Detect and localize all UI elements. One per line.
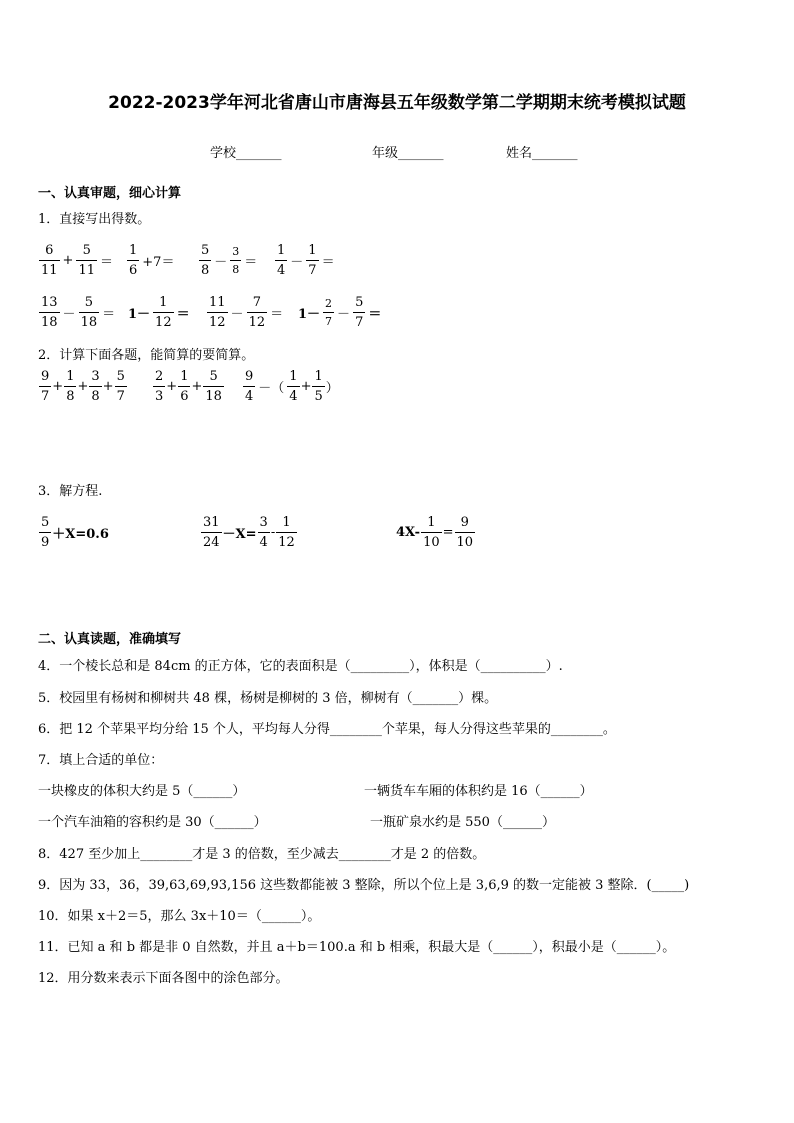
denominator: 9 bbox=[39, 532, 51, 549]
denominator: 6 bbox=[178, 386, 190, 403]
question-7b: 一辆货车车厢的体积约是 16（______） bbox=[364, 784, 593, 799]
question-4: 4．一个棱长总和是 84cm 的正方体，它的表面积是（_________），体积是（__________）. bbox=[38, 659, 563, 674]
numerator: 3 bbox=[91, 369, 100, 384]
numerator: 1 bbox=[129, 243, 138, 258]
denominator: 12 bbox=[153, 312, 174, 329]
numerator: 1 bbox=[180, 369, 189, 384]
operator: － bbox=[214, 255, 228, 270]
operand: 1－ bbox=[298, 307, 321, 322]
q2-expr3 bbox=[242, 370, 339, 403]
question-12: 12．用分数来表示下面各图中的涂色部分。 bbox=[38, 971, 289, 986]
numerator: 9 bbox=[245, 369, 254, 384]
numerator: 1 bbox=[277, 243, 286, 258]
denominator: 18 bbox=[39, 312, 60, 329]
operator: - bbox=[270, 525, 276, 540]
denominator: 11 bbox=[39, 260, 60, 277]
equals: = bbox=[442, 525, 454, 540]
numerator: 5 bbox=[355, 295, 364, 310]
denominator: 11 bbox=[76, 260, 97, 277]
q2-expr2 bbox=[152, 370, 225, 403]
numerator: 5 bbox=[209, 369, 218, 384]
operator: + bbox=[77, 379, 89, 394]
operator: +7＝ bbox=[142, 255, 175, 270]
numerator: 7 bbox=[252, 295, 261, 310]
numerator: 9 bbox=[41, 369, 50, 384]
denominator: 8 bbox=[230, 260, 241, 275]
section-1-heading: 一、认真审题，细心计算 bbox=[38, 186, 182, 201]
equals: ＝ bbox=[244, 255, 258, 270]
q3-equation-2 bbox=[200, 516, 298, 549]
operator: + bbox=[102, 379, 114, 394]
operator: + bbox=[166, 379, 178, 394]
numerator: 11 bbox=[209, 295, 226, 310]
denominator: 6 bbox=[127, 260, 139, 277]
denominator: 7 bbox=[306, 260, 318, 277]
equation-mid: －X= bbox=[222, 527, 257, 542]
denominator: 24 bbox=[201, 532, 222, 549]
numerator: 9 bbox=[460, 515, 469, 530]
operator: + bbox=[62, 253, 74, 268]
denominator: 12 bbox=[276, 532, 297, 549]
operator: － bbox=[290, 255, 304, 270]
denominator: 7 bbox=[323, 312, 334, 327]
numerator: 1 bbox=[289, 369, 298, 384]
question-10: 10．如果 x＋2＝5，那么 3x＋10＝（______）。 bbox=[38, 909, 321, 924]
equals: ＝ bbox=[102, 307, 116, 322]
equals: ＝ bbox=[176, 307, 190, 322]
operator: －（ bbox=[258, 381, 285, 396]
operator: － bbox=[337, 307, 351, 322]
equals: ＝ bbox=[368, 307, 382, 322]
question-7a: 一块橡皮的体积大约是 5（______） bbox=[38, 784, 246, 799]
operator: + bbox=[52, 379, 64, 394]
equation-rest: ＋X=0.6 bbox=[52, 527, 109, 542]
question-2: 2．计算下面各题，能简算的要简算。 bbox=[38, 348, 255, 363]
q1-row1-expr2 bbox=[126, 244, 176, 277]
numerator: 5 bbox=[41, 515, 50, 530]
q3-equation-3 bbox=[396, 516, 476, 549]
q2-expr1 bbox=[38, 370, 128, 403]
operator: + bbox=[191, 379, 203, 394]
numerator: 1 bbox=[427, 515, 436, 530]
denominator: 8 bbox=[199, 260, 211, 277]
numerator: 3 bbox=[232, 245, 240, 258]
q1-row2-expr2 bbox=[126, 296, 192, 329]
numerator: 5 bbox=[82, 243, 91, 258]
denominator: 8 bbox=[89, 386, 101, 403]
school-field: 学校_______ bbox=[210, 146, 282, 161]
denominator: 12 bbox=[247, 312, 268, 329]
equals: ＝ bbox=[270, 307, 284, 322]
question-7: 7．填上合适的单位： bbox=[38, 753, 164, 768]
question-9: 9．因为 33，36，39,63,69,93,156 这些数都能被 3 整除，所以个位上是 3,6,9 的数一定能被 3 整除．(_____) bbox=[38, 878, 690, 893]
numerator: 2 bbox=[155, 369, 164, 384]
numerator: 1 bbox=[66, 369, 75, 384]
denominator: 7 bbox=[39, 386, 51, 403]
operand: 1－ bbox=[128, 307, 151, 322]
page-title: 2022-2023学年河北省唐山市唐海县五年级数学第二学期期末统考模拟试题 bbox=[108, 93, 686, 113]
numerator: 5 bbox=[201, 243, 210, 258]
numerator: 31 bbox=[203, 515, 220, 530]
q1-row2-expr1 bbox=[38, 296, 117, 329]
question-7c: 一个汽车油箱的容积约是 30（______） bbox=[38, 815, 267, 830]
numerator: 1 bbox=[159, 295, 168, 310]
numerator: 1 bbox=[282, 515, 291, 530]
denominator: 18 bbox=[203, 386, 224, 403]
q1-row1-expr1 bbox=[38, 244, 115, 277]
question-7d: 一瓶矿泉水约是 550（______） bbox=[370, 815, 555, 830]
question-11: 11．已知 a 和 b 都是非 0 自然数，并且 a＋b＝100.a 和 b 相乘，积最大是（______），积最小是（______）。 bbox=[38, 940, 676, 955]
denominator: 4 bbox=[287, 386, 299, 403]
q1-row2-expr3 bbox=[206, 296, 285, 329]
question-3: 3．解方程. bbox=[38, 484, 103, 499]
numerator: 1 bbox=[314, 369, 323, 384]
section-2-heading: 二、认真读题，准确填写 bbox=[38, 632, 182, 647]
numerator: 6 bbox=[45, 243, 54, 258]
q1-row2-expr4 bbox=[296, 296, 383, 329]
equation-lead: 4X- bbox=[396, 525, 421, 540]
numerator: 5 bbox=[116, 369, 125, 384]
operator: － bbox=[230, 307, 244, 322]
equals: ＝ bbox=[100, 255, 114, 270]
numerator: 1 bbox=[308, 243, 317, 258]
equals: ＝ bbox=[321, 255, 335, 270]
denominator: 4 bbox=[275, 260, 287, 277]
question-8: 8．427 至少加上________才是 3 的倍数，至少减去________才是 2 的倍数。 bbox=[38, 847, 486, 862]
denominator: 12 bbox=[207, 312, 228, 329]
q1-row1-expr4 bbox=[274, 244, 337, 277]
numerator: 13 bbox=[41, 295, 58, 310]
denominator: 7 bbox=[115, 386, 127, 403]
question-1: 1．直接写出得数。 bbox=[38, 212, 151, 227]
name-field: 姓名_______ bbox=[506, 146, 578, 161]
operator: － bbox=[62, 307, 76, 322]
grade-field: 年级_______ bbox=[372, 146, 444, 161]
operator: ） bbox=[325, 381, 339, 396]
q1-row1-expr3 bbox=[198, 244, 259, 277]
denominator: 5 bbox=[312, 386, 324, 403]
numerator: 5 bbox=[84, 295, 93, 310]
operator: + bbox=[300, 379, 312, 394]
denominator: 4 bbox=[258, 532, 270, 549]
question-5: 5．校园里有杨树和柳树共 48 棵，杨树是柳树的 3 倍，柳树有（_______）棵。 bbox=[38, 691, 498, 706]
denominator: 4 bbox=[243, 386, 255, 403]
denominator: 7 bbox=[353, 312, 365, 329]
denominator: 8 bbox=[64, 386, 76, 403]
q3-equation-1 bbox=[38, 516, 109, 549]
denominator: 3 bbox=[153, 386, 165, 403]
numerator: 2 bbox=[325, 297, 333, 310]
denominator: 10 bbox=[455, 532, 476, 549]
question-6: 6．把 12 个苹果平均分给 15 个人，平均每人分得________个苹果，每人分得这些苹果的________。 bbox=[38, 722, 616, 737]
denominator: 18 bbox=[79, 312, 100, 329]
denominator: 10 bbox=[421, 532, 442, 549]
numerator: 3 bbox=[259, 515, 268, 530]
